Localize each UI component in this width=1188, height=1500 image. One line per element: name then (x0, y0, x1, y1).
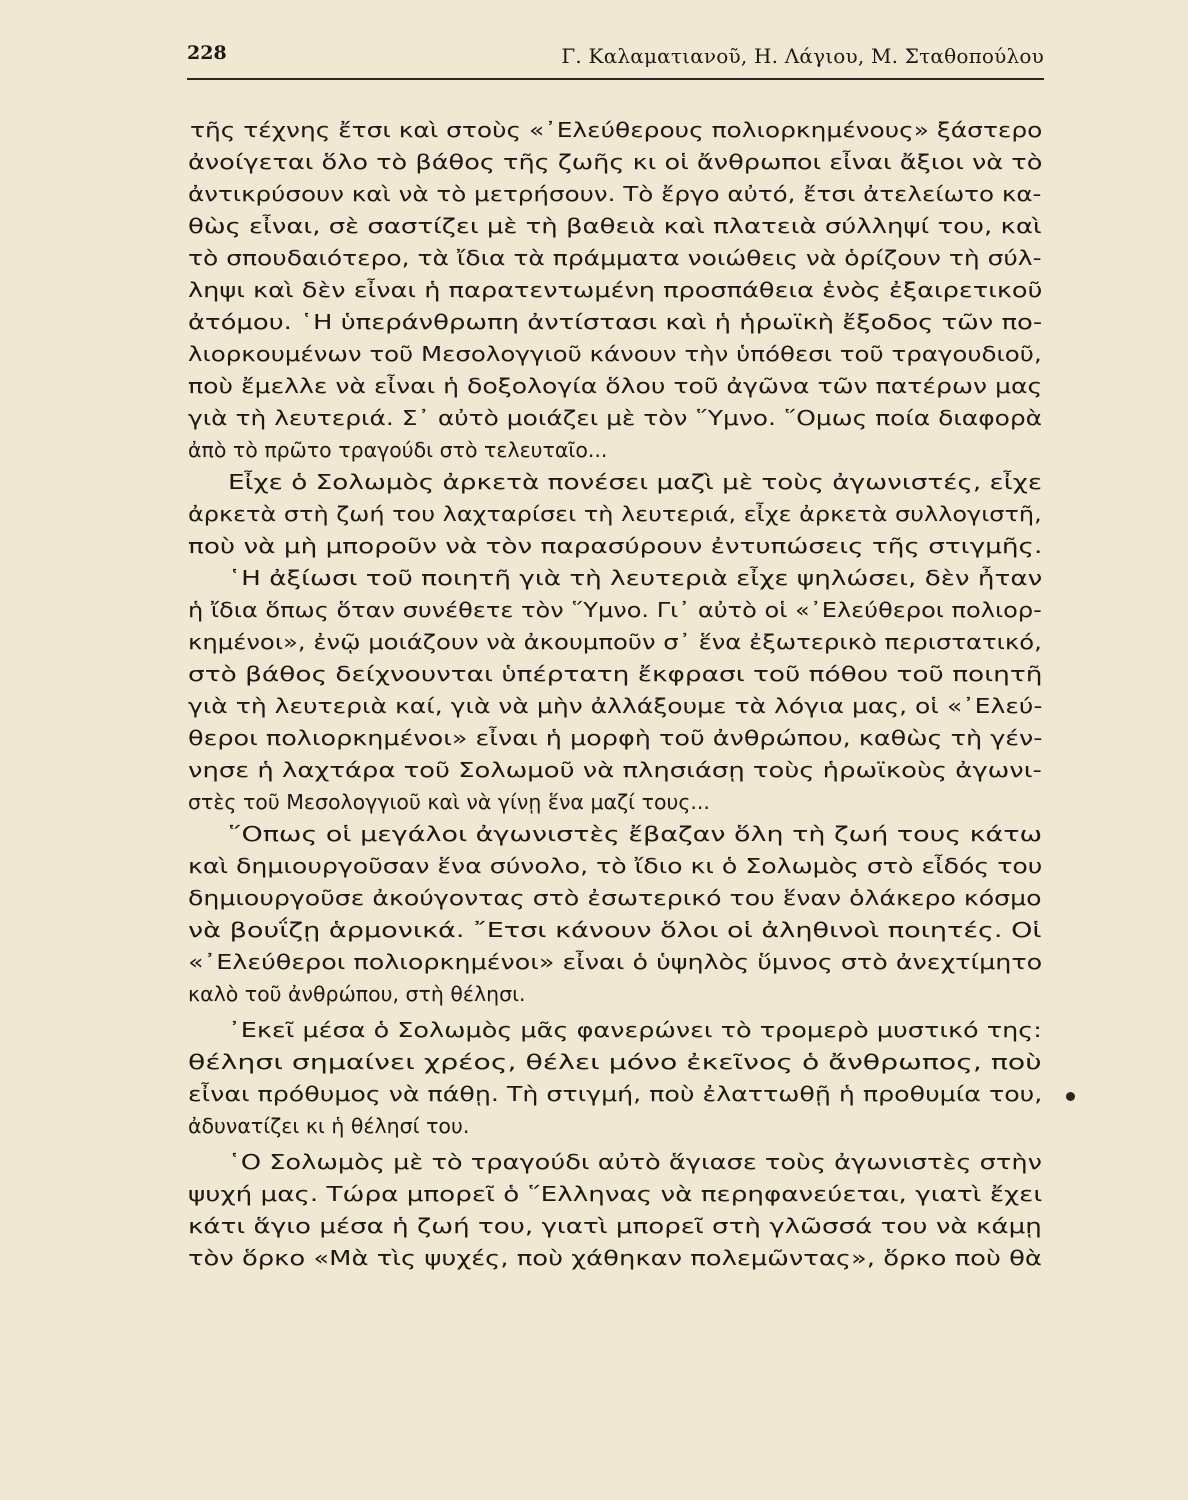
text-line: γιὰ τὴ λευτεριὰ καί, γιὰ νὰ μὴν ἀλλάξουμε τὰ λόγια μας, οἱ «᾿Ελεύ- (188, 694, 1043, 718)
text-line: κημένοι», ἐνῷ μοιάζουν νὰ ἀκουμποῦν σ᾿ ἕνα ἐξωτερικὸ περιστατικό, (188, 630, 1042, 654)
text-line: στὲς τοῦ Μεσολογγιοῦ καὶ νὰ γίνῃ ἕνα μαζί τους... (188, 790, 710, 814)
page-number: 228 (187, 42, 227, 64)
text-line: λιορκουμένων τοῦ Μεσολογγιοῦ κάνουν τὴν ὑπόθεσι τοῦ τραγουδιοῦ, (188, 342, 1042, 366)
text-line: ῾Η ἀξίωσι τοῦ ποιητῆ γιὰ τὴ λευτεριὰ εἶχε ψηλώσει, δὲν ἦταν (228, 566, 1043, 590)
text-line: ἀρκετὰ στὴ ζωή του λαχταρίσει τὴ λευτεριά, εἶχε ἀρκετὰ συλλογιστῆ, (188, 502, 1042, 526)
text-line: θεροι πολιορκημένοι» εἶναι ἡ μορφὴ τοῦ ἀνθρώπου, καθὼς τὴ γέν- (188, 726, 1043, 750)
text-line: θέλησι σημαίνει χρέος, θέλει μόνο ἐκεῖνος ὁ ἄνθρωπος, ποὺ (188, 1050, 1042, 1074)
text-line: ᾿Εκεῖ μέσα ὁ Σολωμὸς μᾶς φανερώνει τὸ τρομερὸ μυστικό της: (228, 1018, 1042, 1042)
text-line: νησε ἡ λαχτάρα τοῦ Σολωμοῦ νὰ πλησιάσῃ τοὺς ἡρωϊκοὺς ἀγωνι- (188, 758, 1042, 782)
margin-dot (1066, 1092, 1075, 1101)
text-line: ἀντικρύσουν καὶ νὰ τὸ μετρήσουν. Τὸ ἔργο αὐτό, ἔτσι ἀτελείωτο κα- (188, 182, 1042, 206)
text-line: ληψι καὶ δὲν εἶναι ἡ παρατεντωμένη προσπάθεια ἑνὸς ἐξαιρετικοῦ (188, 278, 1043, 302)
text-line: ἀνοίγεται ὅλο τὸ βάθος τῆς ζωῆς κι οἱ ἄνθρωποι εἶναι ἄξιοι νὰ τὸ (188, 150, 1043, 174)
text-line: καλὸ τοῦ ἀνθρώπου, στὴ θέλησι. (188, 982, 526, 1006)
text-line: τὸ σπουδαιότερο, τὰ ἴδια τὰ πράμματα νοιώθεις νὰ ὁρίζουν τὴ σύλ- (188, 246, 1042, 270)
text-line: καὶ δημιουργοῦσαν ἕνα σύνολο, τὸ ἴδιο κι ὁ Σολωμὸς στὸ εἶδός του (188, 854, 1043, 878)
text-line: εἶναι πρόθυμος νὰ πάθῃ. Τὴ στιγμή, ποὺ ἐλαττωθῇ ἡ προθυμία του, (188, 1082, 1043, 1106)
text-line: δημιουργοῦσε ἀκούγοντας στὸ ἐσωτερικό του ἕναν ὁλάκερο κόσμο (188, 886, 1042, 910)
text-line: κάτι ἅγιο μέσα ἡ ζωή του, γιατὶ μπορεῖ στὴ γλῶσσά του νὰ κάμῃ (188, 1214, 1042, 1238)
text-line: ψυχή μας. Τώρα μπορεῖ ὁ ῞Ελληνας νὰ περηφανεύεται, γιατὶ ἔχει (188, 1182, 1043, 1206)
text-line: θὼς εἶναι, σὲ σαστίζει μὲ τὴ βαθειὰ καὶ πλατειὰ σύλληψί του, καὶ (188, 214, 1042, 238)
text-line: νὰ βουΐζῃ ἁρμονικά. ῎Ετσι κάνουν ὅλοι οἱ ἀληθινοὶ ποιητές. Οἱ (188, 918, 1042, 942)
text-line: «᾿Ελεύθεροι πολιορκημένοι» εἶναι ὁ ὑψηλὸς ὕμνος στὸ ἀνεχτίμητο (188, 950, 1043, 974)
text-line: ἀπὸ τὸ πρῶτο τραγούδι στὸ τελευταῖο... (188, 438, 608, 462)
text-line: ἡ ἴδια ὅπως ὅταν συνέθετε τὸν ῞Υμνο. Γι᾿ αὐτὸ οἱ «᾿Ελεύθεροι πολιορ- (188, 598, 1042, 622)
text-line: τὸν ὅρκο «Μὰ τὶς ψυχές, ποὺ χάθηκαν πολεμῶντας», ὅρκο ποὺ θὰ (188, 1246, 1042, 1270)
text-line: ποὺ νὰ μὴ μποροῦν νὰ τὸν παρασύρουν ἐντυπώσεις τῆς στιγμῆς. (188, 534, 1043, 558)
text-line: ῾Ο Σολωμὸς μὲ τὸ τραγούδι αὐτὸ ἅγιασε τοὺς ἀγωνιστὲς στὴν (228, 1150, 1042, 1174)
text-line: Εἶχε ὁ Σολωμὸς ἀρκετὰ πονέσει μαζὶ μὲ τοὺς ἀγωνιστές, εἶχε (228, 470, 1043, 494)
text-line: τῆς τέχνης ἔτσι καὶ στοὺς «᾿Ελεύθερους πολιορκημένους» ξάστερο (190, 118, 1043, 142)
text-line: ποὺ ἔμελλε νὰ εἶναι ἡ δοξολογία ὅλου τοῦ ἀγῶνα τῶν πατέρων μας (188, 374, 1043, 398)
text-line: στὸ βάθος δείχνουνται ὑπέρτατη ἔκφρασι τοῦ πόθου τοῦ ποιητῆ (188, 662, 1043, 686)
text-line: ῞Οπως οἱ μεγάλοι ἀγωνιστὲς ἔβαζαν ὅλη τὴ ζωή τους κάτω (228, 822, 1043, 846)
text-line: γιὰ τὴ λευτεριά. Σ᾿ αὐτὸ μοιάζει μὲ τὸν ῞Υμνο. ῞Ομως ποία διαφορὰ (188, 406, 1043, 430)
text-line: ἀτόμου. ῾Η ὑπεράνθρωπη ἀντίστασι καὶ ἡ ἡρωϊκὴ ἔξοδος τῶν πο- (188, 310, 1043, 334)
text-line: ἀδυνατίζει κι ἡ θέλησί του. (188, 1114, 470, 1138)
running-head: Γ. Καλαματιανοῦ, Η. Λάγιου, Μ. Σταθοπούλου (561, 44, 1044, 68)
